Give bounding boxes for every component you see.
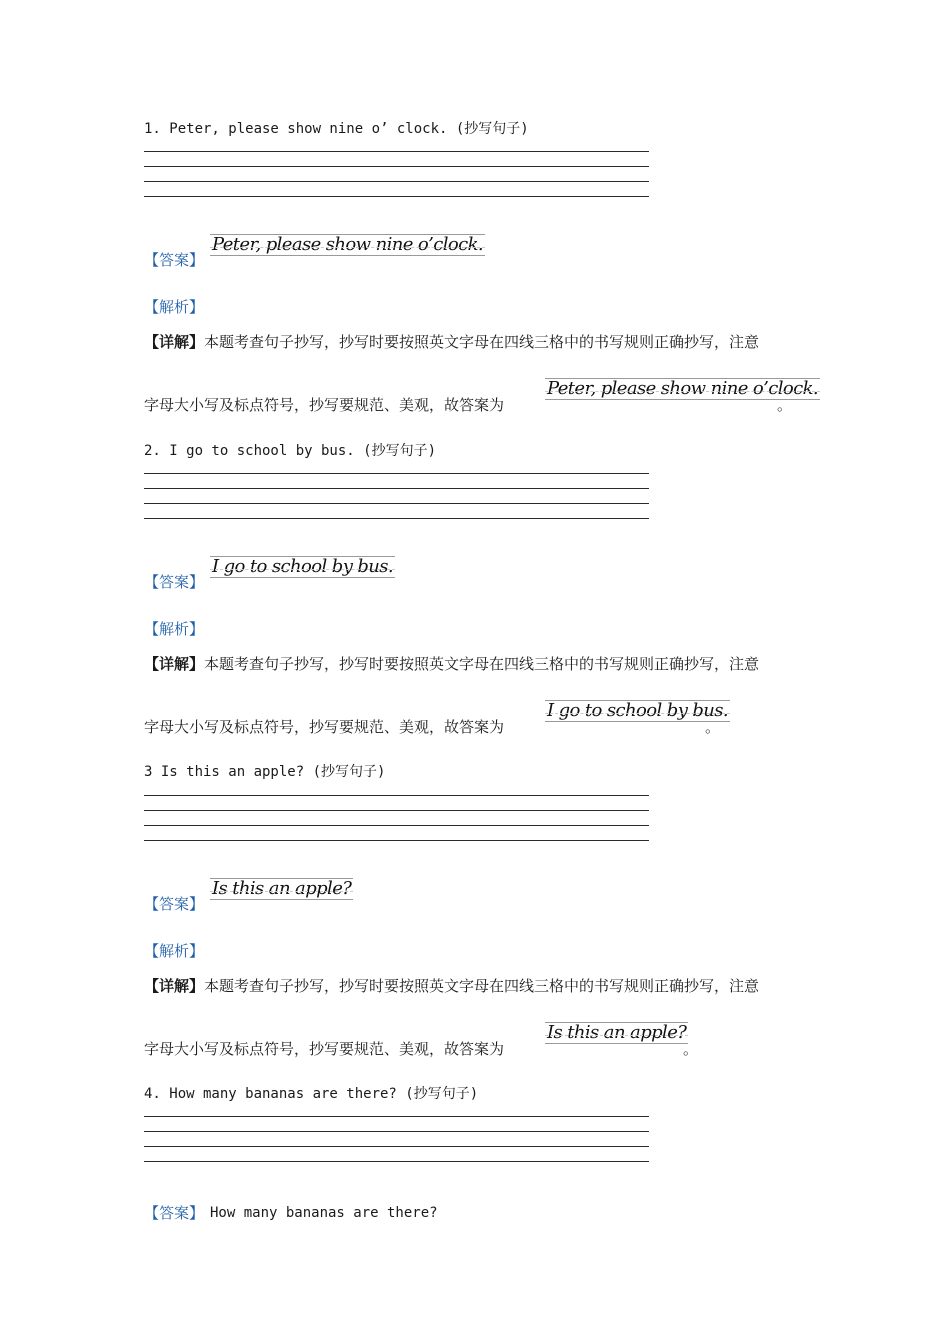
- question-2-detail-period: 。: [705, 718, 721, 736]
- question-3-detail-handwriting: Is this an apple?: [547, 1022, 687, 1043]
- question-1-detail-line1: [144, 332, 759, 352]
- question-3-analysis-label: 【解析】: [144, 942, 205, 960]
- detail-label: 【详解】: [144, 977, 205, 995]
- question-1-detail-period: 。: [777, 396, 793, 414]
- question-3-detail-line2: 字母大小写及标点符号，抄写要规范、美观，故答案为: [144, 1040, 505, 1058]
- detail-label: 【详解】: [144, 333, 205, 351]
- question-4-writing-lines: [144, 1116, 649, 1163]
- question-2-title: 2. I go to school by bus. (抄写句子): [144, 443, 437, 459]
- question-2-writing-lines: [144, 473, 649, 520]
- question-3-answer-label: 【答案】: [144, 895, 205, 913]
- question-1-detail-handwriting: Peter, please show nine o’clock.: [547, 378, 819, 399]
- question-3-title: 3 Is this an apple? (抄写句子): [144, 764, 386, 780]
- question-2-detail-line1: [144, 654, 759, 674]
- question-3-detail-line1: [144, 976, 759, 996]
- question-1-detail-line2: 字母大小写及标点符号，抄写要规范、美观，故答案为: [144, 396, 505, 414]
- detail-text: 本题考查句子抄写，抄写时要按照英文字母在四线三格中的书写规则正确抄写，注意: [204, 977, 760, 995]
- detail-label: 【详解】: [144, 655, 205, 673]
- question-4-answer-text: How many bananas are there?: [210, 1205, 438, 1221]
- question-2-detail-handwriting: I go to school by bus.: [547, 700, 729, 721]
- question-2-detail-line2: 字母大小写及标点符号，抄写要规范、美观，故答案为: [144, 718, 505, 736]
- question-3-answer-handwriting: Is this an apple?: [212, 878, 352, 899]
- question-2-analysis-label: 【解析】: [144, 620, 205, 638]
- detail-text: 本题考查句子抄写，抄写时要按照英文字母在四线三格中的书写规则正确抄写，注意: [204, 655, 760, 673]
- question-2-answer-label: 【答案】: [144, 573, 205, 591]
- question-1-answer-handwriting: Peter, please show nine o’clock.: [212, 234, 484, 255]
- question-1-writing-lines: [144, 151, 649, 198]
- question-4-answer-label: 【答案】: [144, 1204, 205, 1222]
- question-3-writing-lines: [144, 795, 649, 842]
- question-1-title: 1. Peter, please show nine o’ clock. (抄写句子): [144, 121, 529, 137]
- question-2-answer-handwriting: I go to school by bus.: [212, 556, 394, 577]
- question-1-analysis-label: 【解析】: [144, 298, 205, 316]
- question-3-detail-period: 。: [683, 1040, 699, 1058]
- question-1-answer-label: 【答案】: [144, 251, 205, 269]
- question-4-title: 4. How many bananas are there? (抄写句子): [144, 1086, 479, 1102]
- detail-text: 本题考查句子抄写，抄写时要按照英文字母在四线三格中的书写规则正确抄写，注意: [204, 333, 760, 351]
